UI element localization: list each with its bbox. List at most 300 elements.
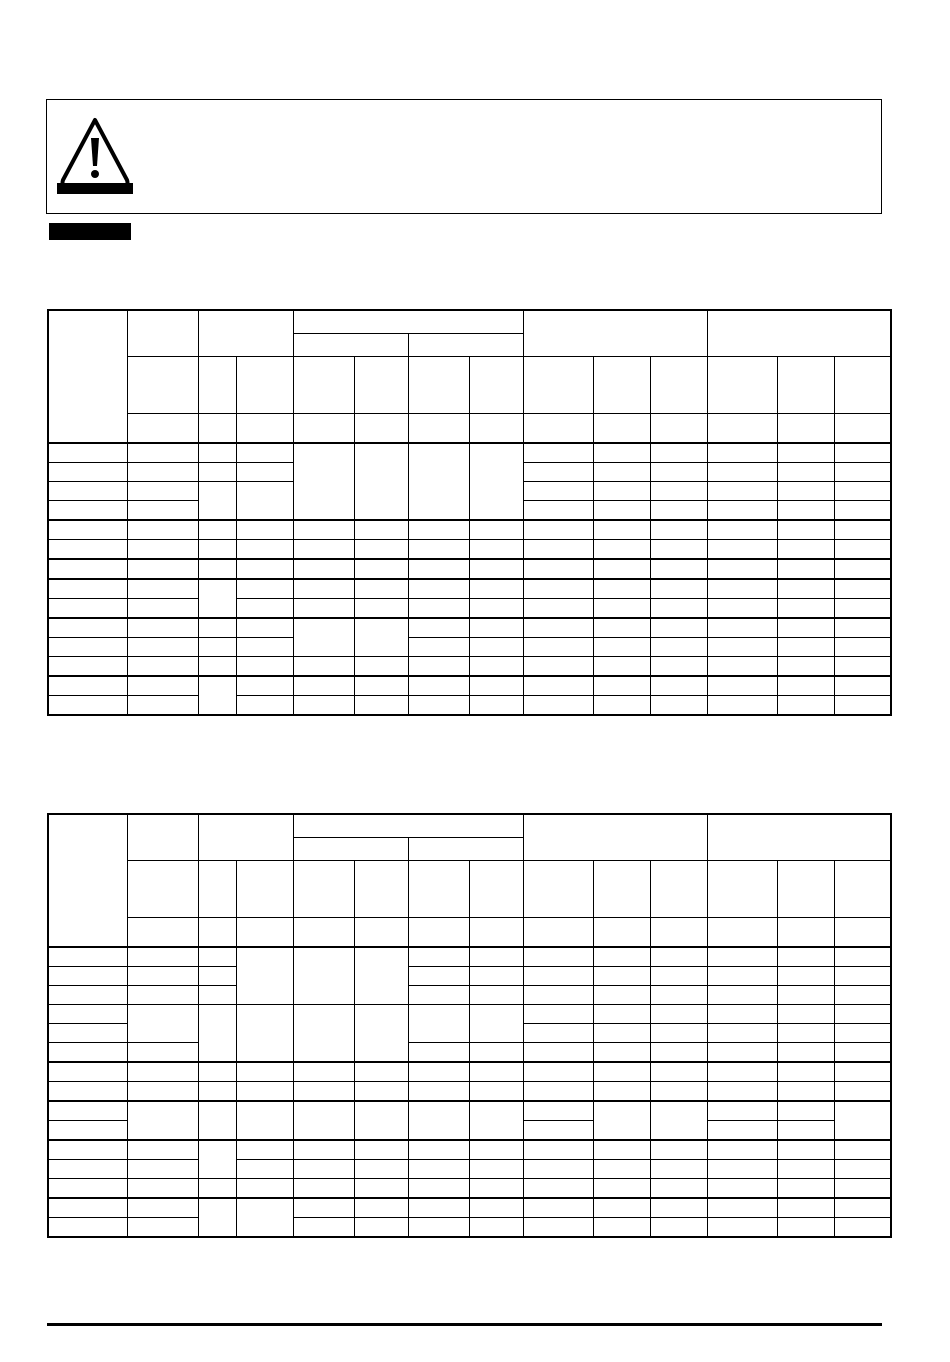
table-cell: [523, 1082, 593, 1102]
table-cell: [48, 638, 127, 657]
table-cell: [198, 579, 236, 618]
table-cell: [469, 696, 523, 716]
table-cell: [48, 618, 127, 638]
t2-unit-cell: [293, 918, 354, 948]
table-cell: [469, 986, 523, 1005]
table-cell: [48, 482, 127, 501]
table-cell: [198, 1082, 236, 1102]
table-cell: [777, 696, 834, 716]
table-cell: [777, 463, 834, 482]
table-cell: [48, 657, 127, 677]
table-cell: [834, 482, 891, 501]
table-cell: [469, 1062, 523, 1082]
table-cell: [48, 579, 127, 599]
t2-unit-cell: [408, 918, 469, 948]
t2-unit-cell: [127, 918, 198, 948]
table-cell: [707, 1218, 777, 1238]
t2-head-sub: [650, 861, 707, 918]
table-cell: [469, 1218, 523, 1238]
table-cell: [48, 696, 127, 716]
table-cell: [593, 579, 650, 599]
table-cell: [593, 947, 650, 967]
t1-head-group-b: [523, 310, 707, 357]
table-cell: [48, 1082, 127, 1102]
t1-head-sub: [593, 357, 650, 414]
table-cell: [834, 599, 891, 619]
table-row: [48, 559, 891, 579]
table-cell: [707, 696, 777, 716]
table-cell: [127, 1005, 198, 1043]
table-cell: [650, 520, 707, 540]
table-cell: [777, 443, 834, 463]
table-cell: [593, 482, 650, 501]
table-cell: [593, 501, 650, 521]
table-cell: [523, 1062, 593, 1082]
table-cell: [127, 1198, 198, 1218]
table-cell: [127, 501, 198, 521]
table-cell: [236, 1160, 293, 1179]
table-cell: [408, 1140, 469, 1160]
t2-head-sub: [127, 861, 198, 918]
table-cell: [48, 1101, 127, 1121]
table-row: [48, 618, 891, 638]
table-cell: [777, 520, 834, 540]
table-cell: [408, 657, 469, 677]
t2-unit-cell: [236, 918, 293, 948]
table-cell: [834, 1140, 891, 1160]
table-cell: [198, 638, 236, 657]
t1-head-sub: [408, 357, 469, 414]
table-cell: [469, 618, 523, 638]
table-row: [48, 1005, 891, 1024]
table-cell: [408, 696, 469, 716]
table-cell: [354, 520, 408, 540]
table-cell: [707, 1082, 777, 1102]
table-cell: [293, 1179, 354, 1199]
table-cell: [127, 559, 198, 579]
table-cell: [650, 1024, 707, 1043]
table-cell: [469, 599, 523, 619]
table-cell: [650, 1179, 707, 1199]
table-cell: [650, 657, 707, 677]
t2-unit-cell: [354, 918, 408, 948]
t1-unit-cell: [523, 414, 593, 444]
table-cell: [48, 559, 127, 579]
table-cell: [48, 676, 127, 696]
t2-head-sub: [198, 861, 236, 918]
table-row: [48, 540, 891, 560]
table-cell: [523, 676, 593, 696]
table-cell: [48, 1005, 127, 1024]
table-cell: [777, 1082, 834, 1102]
t2-head-col3: [198, 814, 293, 861]
table-cell: [293, 443, 354, 520]
t1-unit-cell: [469, 414, 523, 444]
table-cell: [523, 947, 593, 967]
table-cell: [707, 1101, 777, 1121]
t2-head-sub: [777, 861, 834, 918]
table-cell: [236, 520, 293, 540]
table-cell: [48, 1062, 127, 1082]
table-cell: [236, 696, 293, 716]
t1-unit-cell: [593, 414, 650, 444]
table-cell: [408, 947, 469, 967]
table-cell: [408, 1043, 469, 1063]
table-cell: [650, 1082, 707, 1102]
table-cell: [354, 1082, 408, 1102]
t1-unit-cell: [834, 414, 891, 444]
table-cell: [469, 1005, 523, 1043]
table-cell: [777, 1198, 834, 1218]
table-cell: [469, 1160, 523, 1179]
table-cell: [650, 638, 707, 657]
t2-head-sub: [236, 861, 293, 918]
table-cell: [650, 1062, 707, 1082]
table-cell: [777, 967, 834, 986]
table-cell: [48, 1198, 127, 1218]
table-cell: [354, 1179, 408, 1199]
table-cell: [650, 967, 707, 986]
table-row: [48, 1082, 891, 1102]
table-cell: [408, 967, 469, 986]
table-cell: [834, 443, 891, 463]
table-cell: [707, 638, 777, 657]
table-cell: [127, 986, 198, 1005]
table-cell: [469, 1082, 523, 1102]
table-cell: [354, 1198, 408, 1218]
table-cell: [236, 1062, 293, 1082]
table-cell: [408, 1218, 469, 1238]
table-cell: [707, 559, 777, 579]
rating-table-1: [47, 309, 892, 716]
table-cell: [354, 559, 408, 579]
note-tag: [49, 223, 131, 240]
table-cell: [707, 967, 777, 986]
table-cell: [127, 1062, 198, 1082]
table-cell: [408, 1062, 469, 1082]
table-cell: [523, 1121, 593, 1141]
table-cell: [48, 463, 127, 482]
table-row: [48, 696, 891, 716]
table-cell: [593, 540, 650, 560]
table-cell: [707, 463, 777, 482]
table-cell: [127, 1082, 198, 1102]
table-cell: [834, 540, 891, 560]
table-cell: [707, 1024, 777, 1043]
table-cell: [777, 676, 834, 696]
table-cell: [523, 1160, 593, 1179]
t2-head-col1: [48, 814, 127, 947]
table-cell: [408, 540, 469, 560]
table-cell: [593, 599, 650, 619]
table-cell: [777, 1218, 834, 1238]
table-cell: [593, 1198, 650, 1218]
table-cell: [523, 638, 593, 657]
table-cell: [593, 1082, 650, 1102]
table-cell: [834, 657, 891, 677]
table-cell: [593, 1005, 650, 1024]
table-cell: [48, 1024, 127, 1043]
table-cell: [650, 559, 707, 579]
table-cell: [523, 463, 593, 482]
table-cell: [834, 618, 891, 638]
table-cell: [650, 599, 707, 619]
table-cell: [707, 1062, 777, 1082]
table-cell: [777, 501, 834, 521]
table-cell: [777, 1062, 834, 1082]
table-cell: [523, 1140, 593, 1160]
t1-unit-cell: [707, 414, 777, 444]
table-cell: [650, 463, 707, 482]
table-cell: [707, 1121, 777, 1141]
table-cell: [834, 1005, 891, 1024]
table-row: [48, 1198, 891, 1218]
table-cell: [236, 1179, 293, 1199]
table-cell: [127, 463, 198, 482]
t2-unit-cell: [469, 918, 523, 948]
table-cell: [236, 482, 293, 521]
table-cell: [198, 1101, 236, 1140]
table-cell: [469, 676, 523, 696]
table-cell: [469, 1140, 523, 1160]
t1-head-group-a: [293, 310, 523, 334]
table-cell: [48, 1218, 127, 1238]
table-cell: [523, 443, 593, 463]
table-cell: [198, 540, 236, 560]
table-row: [48, 1062, 891, 1082]
table-cell: [354, 443, 408, 520]
table-cell: [593, 1160, 650, 1179]
table-cell: [650, 1218, 707, 1238]
t1-head-col2: [127, 310, 198, 357]
table-cell: [469, 657, 523, 677]
table-cell: [834, 696, 891, 716]
table-cell: [236, 443, 293, 463]
table-cell: [523, 657, 593, 677]
table-cell: [469, 638, 523, 657]
footer-rule: [47, 1323, 882, 1326]
table-cell: [777, 482, 834, 501]
t2-head-group-c: [707, 814, 891, 861]
t2-head-group-b: [523, 814, 707, 861]
table-cell: [236, 618, 293, 638]
table-cell: [127, 482, 198, 501]
table-cell: [48, 443, 127, 463]
table-cell: [198, 657, 236, 677]
table-cell: [198, 559, 236, 579]
table-cell: [293, 1005, 354, 1063]
table-cell: [523, 967, 593, 986]
table-cell: [593, 1024, 650, 1043]
table-cell: [593, 443, 650, 463]
table-row: [48, 967, 891, 986]
t1-unit-cell: [236, 414, 293, 444]
table-cell: [593, 696, 650, 716]
table-cell: [523, 986, 593, 1005]
table-cell: [650, 618, 707, 638]
table-cell: [354, 618, 408, 657]
table-cell: [593, 1101, 650, 1140]
t1-head-col1: [48, 310, 127, 443]
table-cell: [834, 520, 891, 540]
table-cell: [834, 1179, 891, 1199]
t2-head-sub: [293, 861, 354, 918]
table-cell: [236, 540, 293, 560]
table-cell: [127, 520, 198, 540]
table-cell: [777, 1101, 834, 1121]
table-cell: [523, 540, 593, 560]
table-cell: [408, 1101, 469, 1140]
table-cell: [293, 579, 354, 599]
table-cell: [469, 947, 523, 967]
table-cell: [650, 986, 707, 1005]
table-cell: [834, 1160, 891, 1179]
t1-head-sub: [469, 357, 523, 414]
table-cell: [198, 1179, 236, 1199]
table-cell: [834, 463, 891, 482]
t1-head-group-a1: [293, 334, 408, 357]
table-cell: [523, 1024, 593, 1043]
table-cell: [523, 599, 593, 619]
table-cell: [408, 986, 469, 1005]
table-cell: [127, 1218, 198, 1238]
table-cell: [834, 1024, 891, 1043]
table-row: [48, 520, 891, 540]
t1-head-sub: [834, 357, 891, 414]
table-cell: [408, 1179, 469, 1199]
table-cell: [777, 1024, 834, 1043]
table-cell: [834, 501, 891, 521]
table-cell: [48, 1140, 127, 1160]
t1-head-sub: [523, 357, 593, 414]
table-cell: [408, 1082, 469, 1102]
table-cell: [408, 1198, 469, 1218]
table-cell: [707, 1140, 777, 1160]
t2-unit-cell: [707, 918, 777, 948]
table-cell: [707, 618, 777, 638]
table-cell: [593, 638, 650, 657]
t2-head-col2: [127, 814, 198, 861]
table-row: [48, 443, 891, 463]
table-cell: [523, 520, 593, 540]
t1-head-group-c: [707, 310, 891, 357]
table-cell: [236, 947, 293, 1005]
table-cell: [127, 540, 198, 560]
table-cell: [593, 1043, 650, 1063]
table-cell: [408, 559, 469, 579]
table-cell: [593, 559, 650, 579]
table-cell: [469, 540, 523, 560]
table-cell: [777, 599, 834, 619]
table-row: [48, 1101, 891, 1121]
table-cell: [354, 579, 408, 599]
table-cell: [650, 1005, 707, 1024]
table-cell: [707, 986, 777, 1005]
table-cell: [593, 967, 650, 986]
t1-unit-cell: [408, 414, 469, 444]
table-cell: [293, 1160, 354, 1179]
table-cell: [469, 579, 523, 599]
t1-head-sub: [293, 357, 354, 414]
table-row: [48, 579, 891, 599]
table-cell: [408, 599, 469, 619]
t1-unit-cell: [127, 414, 198, 444]
table-cell: [707, 947, 777, 967]
table-cell: [48, 1043, 127, 1063]
rating-table-2: [47, 813, 892, 1238]
table-cell: [293, 599, 354, 619]
t2-unit-cell: [834, 918, 891, 948]
table-row: [48, 638, 891, 657]
table-cell: [834, 1082, 891, 1102]
table-cell: [48, 967, 127, 986]
table-cell: [198, 520, 236, 540]
table-cell: [293, 657, 354, 677]
table-cell: [48, 986, 127, 1005]
t2-head-sub: [834, 861, 891, 918]
table-cell: [650, 696, 707, 716]
table-cell: [777, 618, 834, 638]
table-cell: [293, 1082, 354, 1102]
table-cell: [48, 520, 127, 540]
t1-head-sub: [707, 357, 777, 414]
t2-head-sub: [523, 861, 593, 918]
table-cell: [469, 967, 523, 986]
table-cell: [707, 676, 777, 696]
table-cell: [707, 540, 777, 560]
table-cell: [707, 1198, 777, 1218]
table-cell: [127, 618, 198, 638]
table-cell: [127, 967, 198, 986]
table-cell: [777, 638, 834, 657]
t2-head-group-a2: [408, 838, 523, 861]
table-cell: [834, 967, 891, 986]
table-cell: [469, 559, 523, 579]
table-cell: [48, 1179, 127, 1199]
table-cell: [127, 1101, 198, 1140]
table-cell: [408, 638, 469, 657]
table-cell: [777, 1140, 834, 1160]
table-cell: [707, 1160, 777, 1179]
table-cell: [469, 443, 523, 520]
table-cell: [469, 1198, 523, 1218]
table-cell: [777, 1005, 834, 1024]
table-cell: [198, 1140, 236, 1179]
table-cell: [293, 1218, 354, 1238]
table-cell: [198, 986, 236, 1005]
table-cell: [777, 1043, 834, 1063]
table-cell: [236, 579, 293, 599]
table-cell: [469, 1101, 523, 1140]
t2-head-sub: [593, 861, 650, 918]
table-cell: [650, 1140, 707, 1160]
table-cell: [293, 696, 354, 716]
table-cell: [236, 1101, 293, 1140]
table-cell: [593, 520, 650, 540]
table-cell: [523, 1101, 593, 1121]
table-cell: [523, 618, 593, 638]
table-row: [48, 1043, 891, 1063]
table-cell: [127, 599, 198, 619]
table-cell: [127, 443, 198, 463]
t1-head-sub: [198, 357, 236, 414]
table-cell: [650, 947, 707, 967]
table-cell: [834, 1218, 891, 1238]
t1-head-group-a2: [408, 334, 523, 357]
table-cell: [777, 986, 834, 1005]
table-cell: [354, 1160, 408, 1179]
table-cell: [236, 676, 293, 696]
